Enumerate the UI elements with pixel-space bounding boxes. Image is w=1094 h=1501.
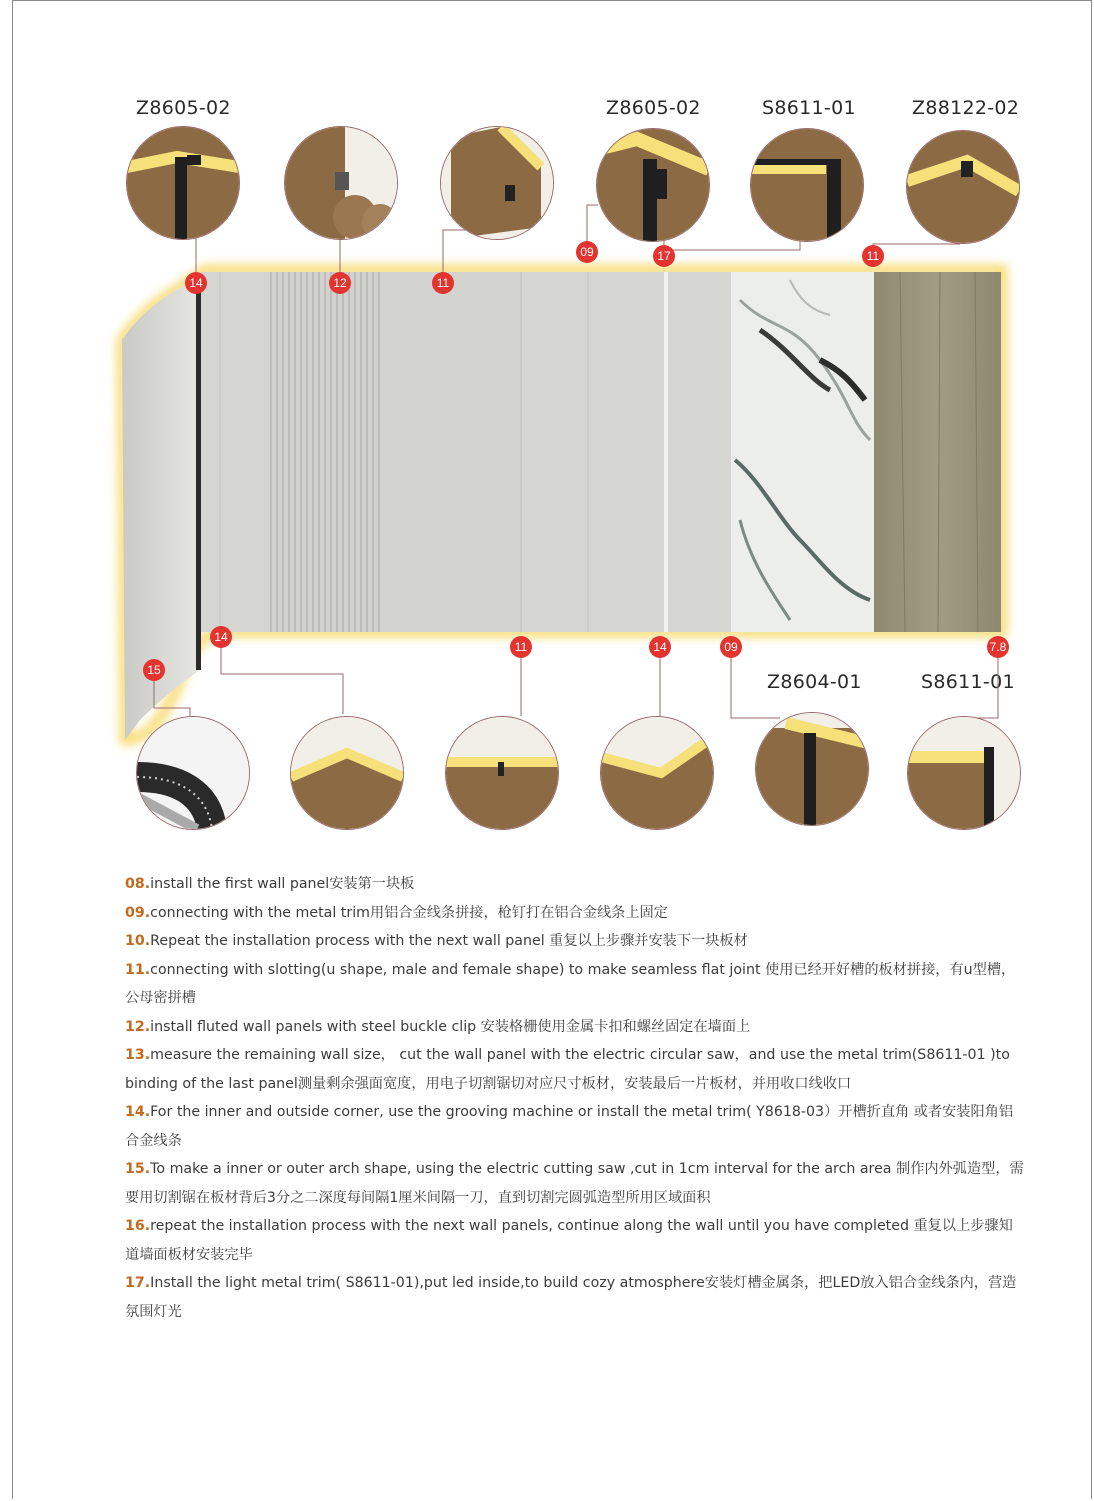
instruction-item [125,899,1025,928]
product-code-label: S8611-01 [762,97,856,119]
step-badge: 7.8 [987,636,1009,658]
step-text: install fluted wall panels with steel buckle clip 安装格栅使用金属卡扣和螺丝固定在墙面上 [150,1018,751,1035]
step-badge: 11 [432,272,454,294]
instruction-item [125,870,1025,899]
step-badge: 17 [653,245,675,267]
detail-circle-clip-joint [906,130,1020,244]
detail-circle-h-trim [755,712,869,826]
detail-circle-corner-trim [126,126,240,240]
step-text: connecting with the metal trim用铝合金线条拼接，枪钉打在铝合金线条上固定 [150,904,668,921]
step-badge: 14 [649,636,671,658]
step-text: To make a inner or outer arch shape, using the electric cutting saw ,cut in 1cm interval for the arch area 制作内外弧造型，需要用切割锯在板材背后3分之二深度每间隔1厘米间隔一刀，直到切割完圆弧造型所用区域面积 [125,1161,1024,1206]
product-code-label: Z8605-02 [606,97,701,119]
detail-circle-fluted-clip [284,126,398,240]
step-number: 11. [125,961,151,978]
step-number: 09. [125,904,151,921]
step-number: 15. [125,1161,151,1177]
detail-circle-slot-joint [440,126,554,240]
step-badge: 09 [720,636,742,658]
step-number: 16. [125,1218,151,1234]
instruction-item [125,927,1025,956]
step-badge: 12 [329,272,351,294]
step-text: Repeat the installation process with the next wall panel 重复以上步骤并安装下一块板材 [150,933,748,949]
instruction-item [125,956,1025,1013]
step-text: install the first wall panel安装第一块板 [150,876,415,892]
instruction-item [125,1098,1025,1155]
step-badge: 11 [510,636,532,658]
detail-circle-metal-trim [596,128,710,242]
step-text: connecting with slotting(u shape, male and female shape) to make seamless flat joint 使用已经开好槽的板材拼接，有u型槽，公母密拼槽 [125,961,1016,1006]
step-text: repeat the installation process with the next wall panels, continue along the wall until you have completed 重复以上步骤知道墙面板材安装完毕 [125,1218,1013,1263]
step-number: 12. [125,1018,151,1035]
instruction-item [125,1041,1025,1098]
step-badge: 14 [185,272,207,294]
detail-circle-slot-flat [445,716,559,830]
step-text: Install the light metal trim( S8611-01),put led inside,to build cozy atmosphere安装灯槽金属条，把LED放入铝合金线条内，营造氛围灯光 [125,1275,1017,1320]
instruction-item [125,1212,1025,1269]
step-text: For the inner and outside corner, use the grooving machine or install the metal trim( Y8618-03）开槽折直角 或者安装阳角铝合金线条 [125,1104,1014,1149]
step-number: 14. [125,1104,151,1120]
step-number: 13. [125,1047,151,1063]
instruction-item [125,1269,1025,1326]
step-badge: 09 [576,241,598,263]
detail-circle-end-trim [907,716,1021,830]
detail-circle-arch-cut [136,716,250,830]
product-code-label: Z88122-02 [912,97,1020,119]
product-code-label: S8611-01 [921,671,1015,693]
product-code-label: Z8604-01 [767,671,862,693]
step-badge: 15 [143,659,165,681]
detail-circle-inner-corner [290,716,404,830]
fluted-panel [270,272,380,632]
wood-panel [874,272,1001,632]
step-badge: 11 [862,245,884,267]
corner-trim [196,275,201,670]
step-number: 17. [125,1275,151,1291]
step-badge: 14 [210,626,232,648]
marble-panel [731,272,874,632]
product-code-label: Z8605-02 [136,97,231,119]
step-number: 10. [125,933,151,949]
instruction-item [125,1155,1025,1212]
detail-circle-light-trim [750,128,864,242]
instruction-list [125,870,1025,1326]
step-text: measure the remaining wall size， cut the wall panel with the electric circular saw，and use the metal trim(S8611-01 )to binding of the last panel测量剩余强面宽度，用电子切割锯切对应尺寸板材，安装最后一片板材，并用收口线收口 [125,1047,1010,1092]
instruction-item [125,1013,1025,1042]
detail-circle-outer-corner [600,716,714,830]
step-number: 08. [125,876,151,892]
